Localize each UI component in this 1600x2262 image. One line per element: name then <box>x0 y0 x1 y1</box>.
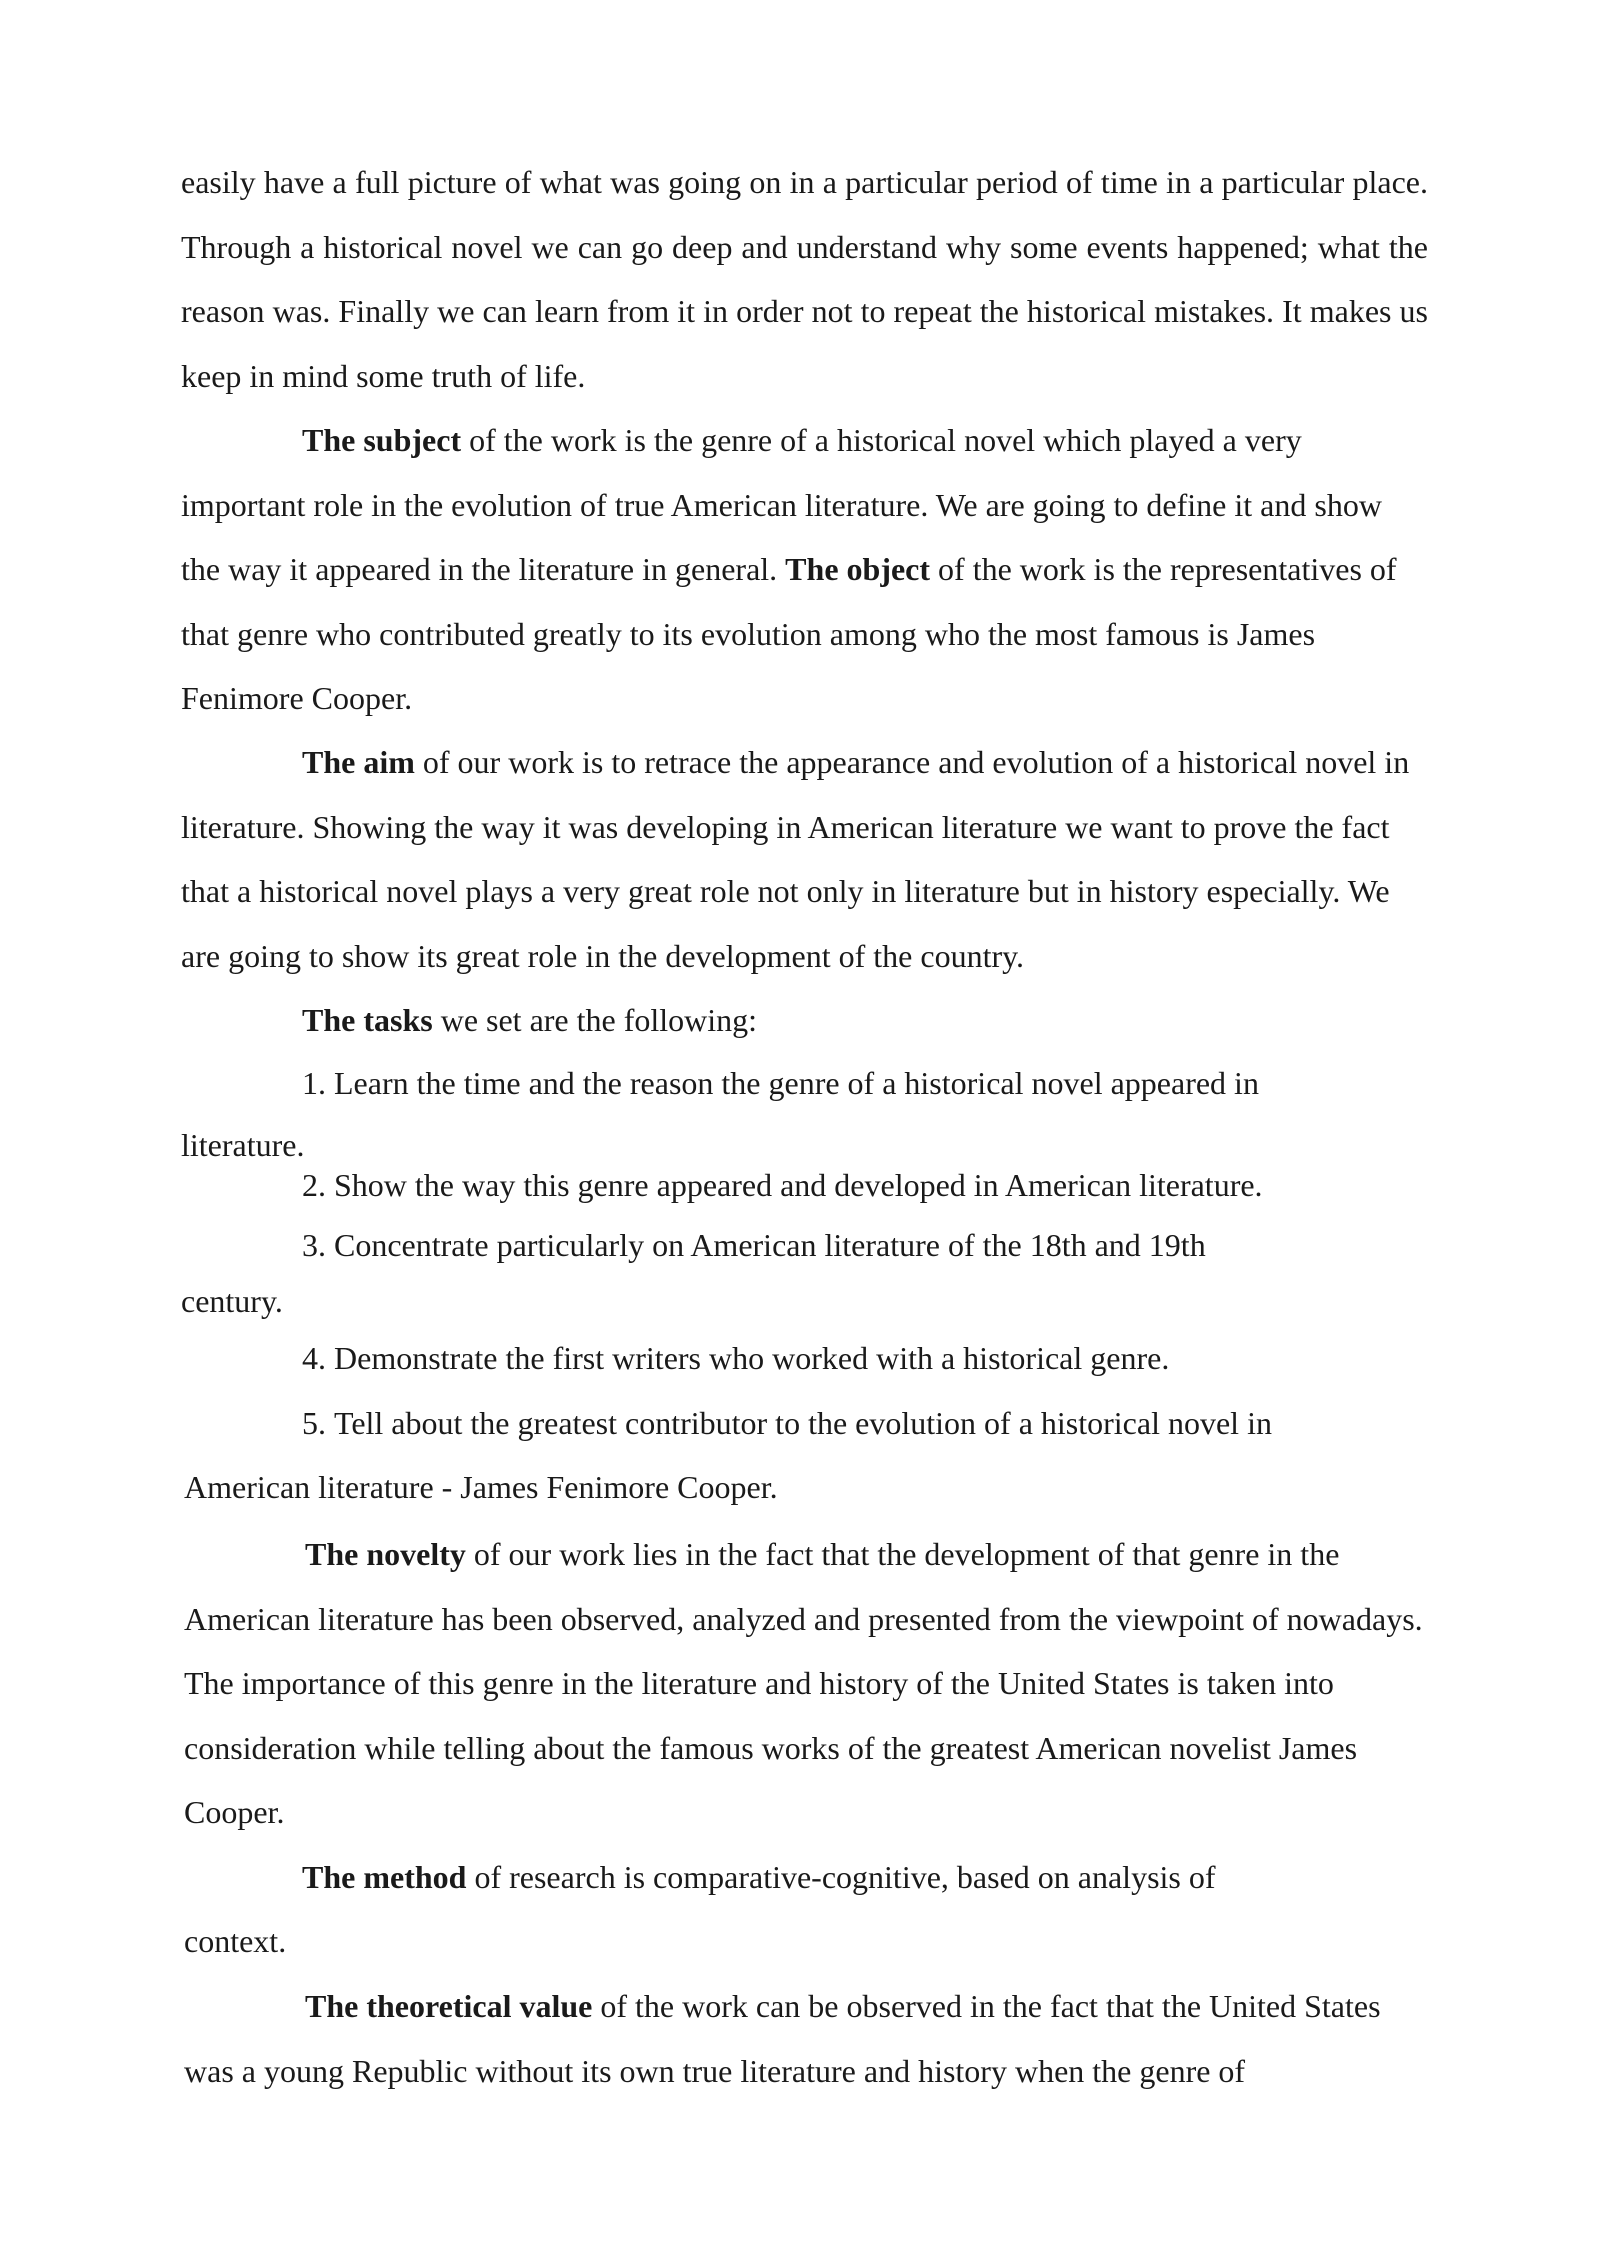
list-item-task-1 <box>302 1063 1259 1103</box>
list-text: Show the way this genre appeared and developed in American literature. <box>334 1167 1263 1203</box>
method-text: of research is comparative-cognitive, based on analysis of <box>466 1859 1216 1895</box>
list-item-task-4 <box>302 1338 1169 1378</box>
subject-text: of the work is the genre of a historical novel which played a very important role in the evolution of true American literature. We are going to define it and show the way it appeared in the literature in general. <box>181 422 1382 587</box>
list-text: Tell about the greatest contributor to the evolution of a historical novel in <box>334 1405 1272 1441</box>
theoretical-value-text: of the work can be observed in the fact that the United States was a young Republic without its own true literature and history when the genre of <box>184 1988 1381 2089</box>
list-item-task-3 <box>302 1225 1206 1265</box>
object-text: of the work is the representatives of that genre who contributed greatly to its evolution among who the most famous is James Fenimore Cooper. <box>181 551 1397 716</box>
paragraph-aim <box>181 730 1431 988</box>
subject-label: The subject <box>302 422 462 458</box>
list-number: 4. <box>302 1340 326 1376</box>
paragraph-text: easily have a full picture of what was going on in a particular period of time in a particular place. Through a historical novel we can go deep and understand why some events happened; what the reason was. Finally we can learn from it in order not to repeat the historical mistakes. It makes us keep in mind some truth of life. <box>181 164 1428 394</box>
method-text: context. <box>184 1923 287 1959</box>
tasks-text: we set are the following: <box>432 1002 758 1038</box>
list-number: 3. <box>302 1227 326 1263</box>
list-text: Demonstrate the first writers who worked with a historical genre. <box>334 1340 1170 1376</box>
list-number: 2. <box>302 1167 326 1203</box>
novelty-text: of our work lies in the fact that the development of that genre in the American literature has been observed, analyzed and presented from the viewpoint of nowadays. The importance of this genre in the literature and history of the United States is taken into consideration while telling about the famous works of the greatest American novelist James Cooper. <box>184 1536 1423 1830</box>
list-text: Learn the time and the reason the genre of a historical novel appeared in <box>334 1065 1259 1101</box>
list-item-task-1-continuation <box>181 1125 304 1165</box>
list-text: Concentrate particularly on American literature of the 18th and 19th <box>334 1227 1206 1263</box>
novelty-label: The novelty <box>305 1536 466 1572</box>
aim-text: of our work is to retrace the appearance and evolution of a historical novel in literature. Showing the way it was developing in American literature we want to prove the fact that a historical novel plays a very great role not only in literature but in history especially. We are going to show its great role in the development of the country. <box>181 744 1410 974</box>
paragraph-method <box>302 1845 1216 1910</box>
paragraph-novelty <box>184 1522 1434 1845</box>
list-item-task-2 <box>302 1165 1263 1205</box>
aim-label: The aim <box>302 744 415 780</box>
object-label: The object <box>785 551 931 587</box>
paragraph-theoretical-value <box>184 1974 1434 2103</box>
list-item-task-5 <box>302 1403 1272 1443</box>
list-text: American literature - James Fenimore Cooper. <box>184 1469 778 1505</box>
list-text: century. <box>181 1283 283 1319</box>
list-item-task-3-continuation <box>181 1281 283 1321</box>
paragraph-subject <box>181 408 1421 731</box>
theoretical-value-label: The theoretical value <box>305 1988 593 2024</box>
method-label: The method <box>302 1859 467 1895</box>
list-item-task-5-continuation <box>184 1467 778 1507</box>
list-text: literature. <box>181 1127 305 1163</box>
paragraph-method-continuation <box>184 1909 286 1974</box>
paragraph-tasks-intro <box>302 988 757 1053</box>
list-number: 1. <box>302 1065 326 1101</box>
list-number: 5. <box>302 1405 326 1441</box>
tasks-label: The tasks <box>302 1002 433 1038</box>
paragraph-intro-continuation <box>181 150 1428 408</box>
